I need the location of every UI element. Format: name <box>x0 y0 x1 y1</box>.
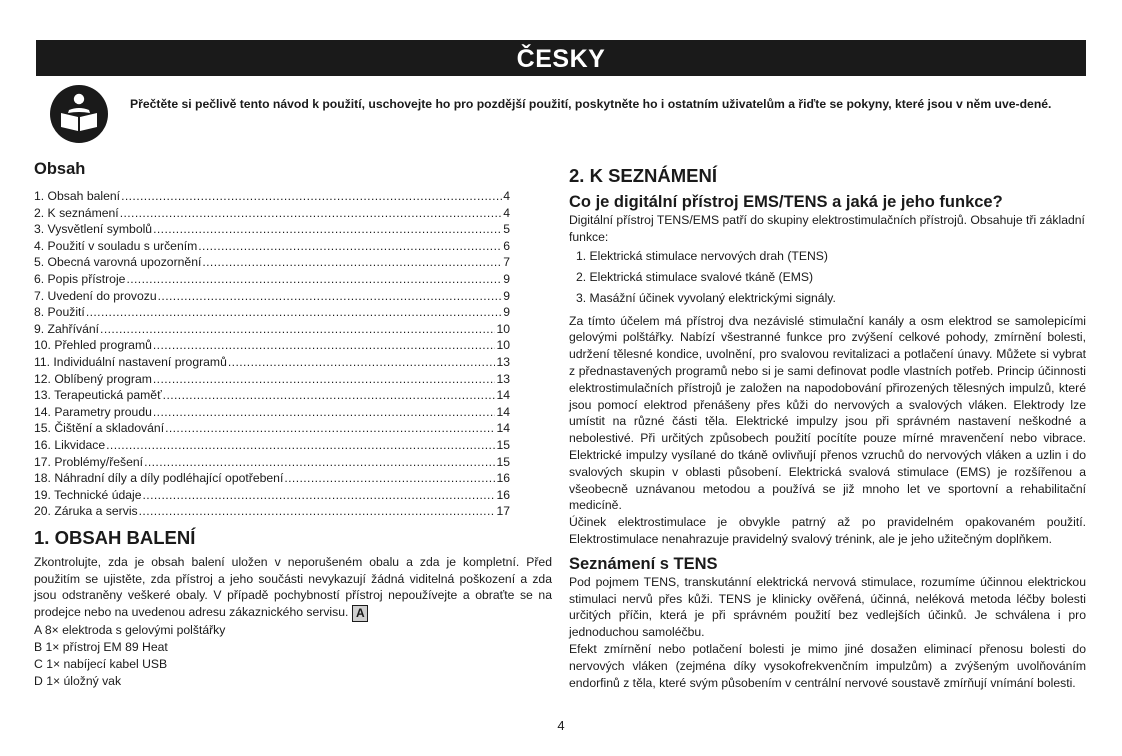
toc-item[interactable]: 5. Obecná varovná upozornění ..... 7 <box>34 254 510 271</box>
toc-item[interactable]: 11. Individuální nastavení programů ..... 13 <box>34 354 510 371</box>
toc-item[interactable]: 2. K seznámení ..... 4 <box>34 205 510 222</box>
toc-item[interactable]: 12. Oblíbený program ..... 13 <box>34 371 510 388</box>
toc-item[interactable]: 7. Uvedení do provozu ..... 9 <box>34 288 510 305</box>
safety-intro-text: Přečtěte si pečlivě tento návod k použití, uschovejte ho pro pozdější použití, poskytněte ho i ostatním uživatelům a řiďte se pokyny, které jsou v něm uve-dené. <box>130 97 1052 111</box>
toc-item[interactable]: 13. Terapeutická paměť ..... 14 <box>34 387 510 404</box>
function-item: 2. Elektrická stimulace svalové tkáně (EMS) <box>576 269 814 284</box>
section2-subheading: Co je digitální přístroj EMS/TENS a jaká je jeho funkce? <box>569 193 1003 211</box>
list-item: A 8× elektroda s gelovými polštářky <box>34 622 226 637</box>
figure-ref-badge: A <box>352 605 368 622</box>
list-item: C 1× nabíjecí kabel USB <box>34 656 168 671</box>
toc-item[interactable]: 17. Problémy/řešení ..... 15 <box>34 454 510 471</box>
section2-paragraph: Účinek elektrostimulace je obvykle patrný až po pravidelném opakovaném použití. Elektrostimulace nenahrazuje pravidelný svalový trénink, ale je jeho užitečným doplňkem. <box>569 515 1086 546</box>
toc-item[interactable]: 4. Použití v souladu s určením ..... 6 <box>34 238 510 255</box>
list-item: D 1× úložný vak <box>34 673 122 688</box>
function-item: 1. Elektrická stimulace nervových drah (TENS) <box>576 248 828 263</box>
toc-item[interactable]: 10. Přehled programů ..... 10 <box>34 337 510 354</box>
toc-item[interactable]: 8. Použití ..... 9 <box>34 304 510 321</box>
toc-item[interactable]: 16. Likvidace ..... 15 <box>34 437 510 454</box>
read-manual-icon <box>49 84 109 144</box>
section2-intro: Digitální přístroj TENS/EMS patří do skupiny elektrostimulačních přístrojů. Obsahuje tři základní funkce: <box>569 213 1085 244</box>
left-column <box>34 160 552 690</box>
toc-item[interactable]: 6. Popis přístroje ..... 9 <box>34 271 510 288</box>
toc-title: Obsah <box>34 160 86 178</box>
toc-item[interactable]: 14. Parametry proudu ..... 14 <box>34 404 510 421</box>
tens-paragraph: Pod pojmem TENS, transkutánní elektrická nervová stimulace, rozumíme účinnou elektrickou stimulaci nervů přes kůži. TENS je klinicky ověřená, účinná, neléková metoda léčby bolesti určitých příčin, která je při správném použití bez vedlejších účinků. Je schválena i pro jednoduchou samoléčbu. <box>569 574 1086 640</box>
toc-item[interactable]: 20. Záruka a servis ..... 17 <box>34 503 510 520</box>
right-column <box>569 165 1086 691</box>
page-number: 4 <box>557 718 565 733</box>
list-item: B 1× přístroj EM 89 Heat <box>34 639 168 654</box>
package-contents-list <box>34 622 552 690</box>
section1-body: Zkontrolujte, zda je obsah balení uložen v neporušeném obalu a zda je kompletní. Před použitím se ujistěte, zda přístroj a jeho součásti nevykazují žádná viditelná poškození a zda jsou odstraněny veškeré obaly. V případě pochybností přístroj nepoužívejte a obraťte se na prodejce nebo na uvedenou adresu zákaznického servisu. A <box>34 554 552 620</box>
section2-paragraph: Za tímto účelem má přístroj dva nezávislé stimulační kanály a osm elektrod se samolepicími gelovými polštářky. Nabízí všestranné funkce pro zvýšení celkové pohody, zmírnění bolesti, udržení tělesné kondice, uvolnění, pro svalovou revitalizaci a potlačení únavy. Můžete si vybrat z přednastavených programů nebo si je sami definovat podle vlastních potřeb. Princip účinnosti elektrostimulačních přístrojů je založen na napodobování přirozených tělesných impulzů, které jsou pomocí elektrod přenášeny přes kůži do nervových a svalových vláken. Elektrody lze umístit na různé části těla. Elektrické impulzy jsou při správném nastavení neškodné a nebolestivé. Při určitých způsobech použití pocítíte pouze mírné mravenčení nebo vibrace. Elektrické impulzy vysílané do tkáně ovlivňují přenos vzruchů do nervových vláken a uzlin i do svalových skupin v oblasti působení. Elektrická svalová stimulace (EMS) je rozšířenou a všeobecně uznávanou metodou a používá se již mnoho let ve sportovní a rehabilitační medicíně. <box>569 313 1086 513</box>
toc-item[interactable]: 3. Vysvětlení symbolů ..... 5 <box>34 221 510 238</box>
section2-heading: 2. K SEZNÁMENÍ <box>569 165 718 186</box>
language-header: ČESKY <box>36 40 1086 76</box>
tens-heading: Seznámení s TENS <box>569 554 718 573</box>
toc-item[interactable]: 1. Obsah balení ..... 4 <box>34 188 510 205</box>
toc-item[interactable]: 19. Technické údaje ..... 16 <box>34 487 510 504</box>
tens-paragraph: Efekt zmírnění nebo potlačení bolesti je mimo jiné dosažen eliminací přenosu bolesti do nervových vláken (zejména díky vysokofrekvenčním impulzům) a zvýšeným uvolňováním endorfinů z těla, které svým působením v centrální nervové soustavě zmírňují vnímání bolesti. <box>569 641 1086 690</box>
table-of-contents <box>34 188 552 520</box>
toc-item[interactable]: 9. Zahřívání ..... 10 <box>34 321 510 338</box>
toc-item[interactable]: 15. Čištění a skladování ..... 14 <box>34 420 510 437</box>
function-item: 3. Masážní účinek vyvolaný elektrickými signály. <box>576 290 836 305</box>
toc-item[interactable]: 18. Náhradní díly a díly podléhající opotřebení ..... 16 <box>34 470 510 487</box>
section1-heading: 1. OBSAH BALENÍ <box>34 526 196 548</box>
